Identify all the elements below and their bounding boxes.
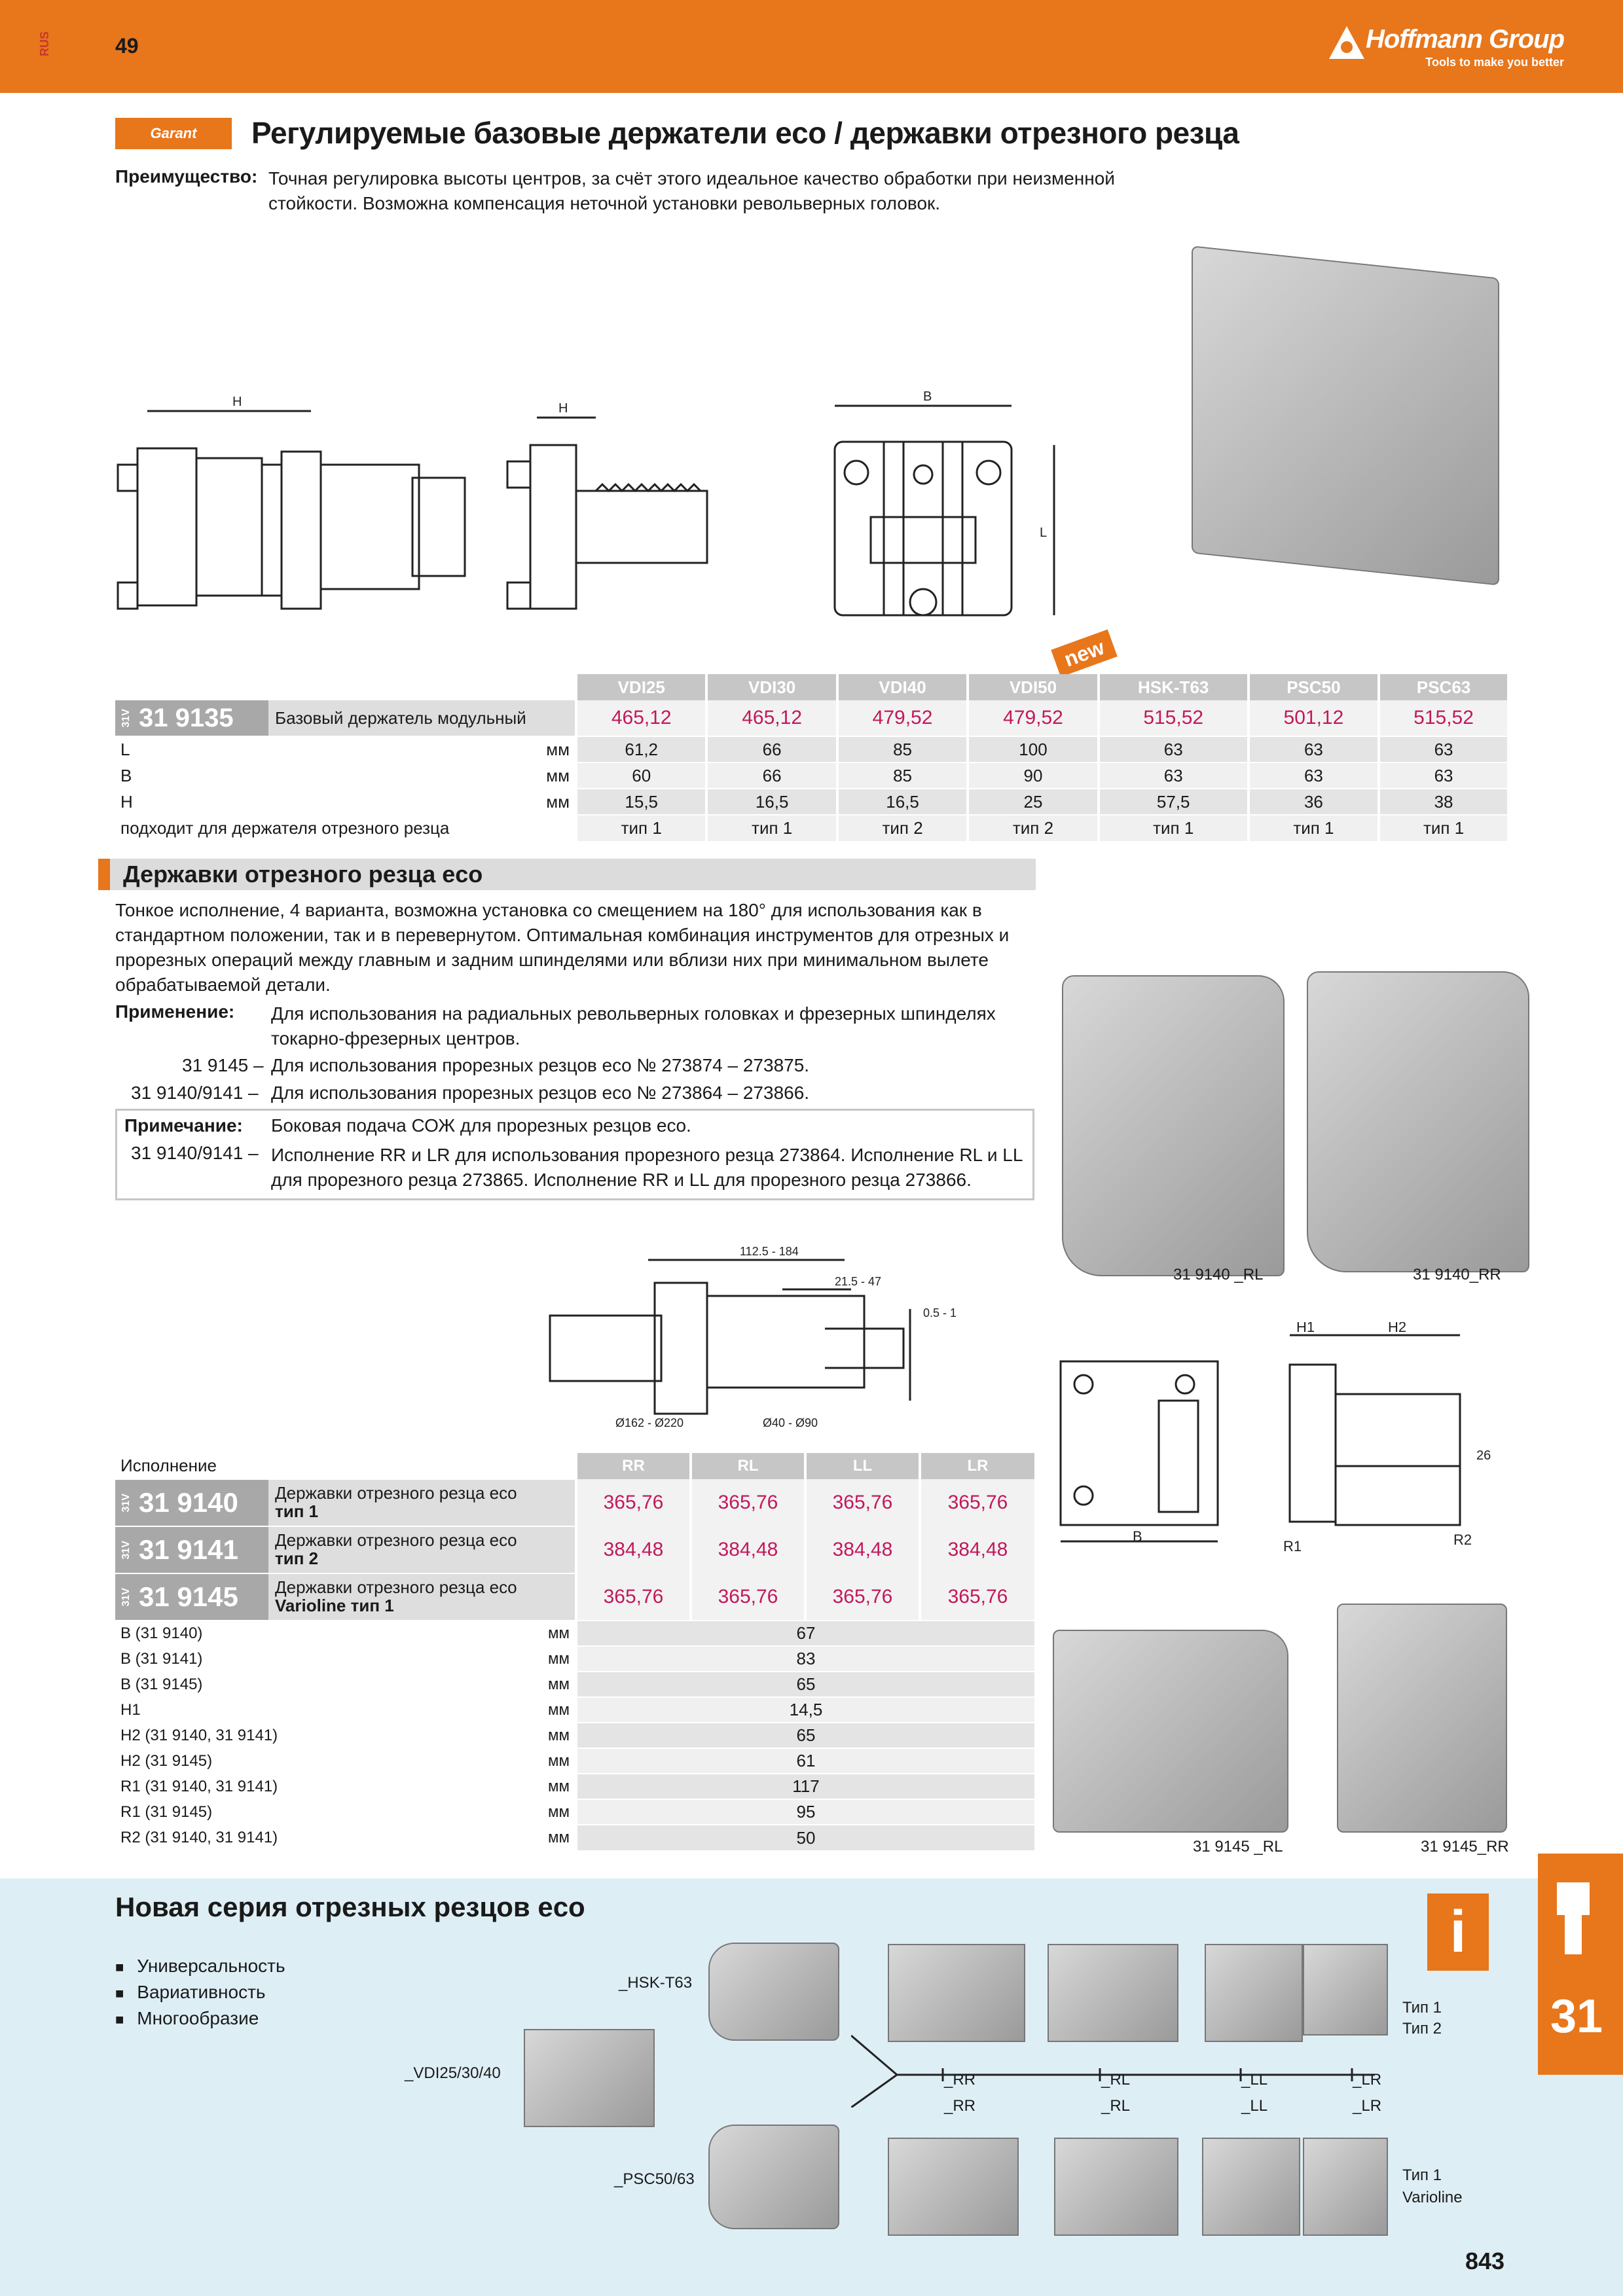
- variant-photo: [1048, 1944, 1178, 2042]
- table-cell: 66: [706, 736, 837, 762]
- table-cell: 14,5: [576, 1697, 1034, 1723]
- base-holder-table: [115, 674, 1507, 841]
- article-type: тип 1: [275, 1501, 319, 1521]
- table-cell: 95: [576, 1799, 1034, 1825]
- col-rr: RR: [576, 1453, 691, 1479]
- table-row: [115, 736, 1507, 762]
- technical-drawings-top: [111, 386, 1106, 661]
- article-number: [115, 1574, 268, 1620]
- row-unit: мм: [546, 765, 570, 785]
- table-cell: тип 1: [576, 815, 706, 841]
- article-name: [268, 1574, 575, 1620]
- table-cell: тип 1: [706, 815, 837, 841]
- col-rl: RL: [691, 1453, 805, 1479]
- price-cell: 384,48: [920, 1526, 1034, 1573]
- table-cell: тип 2: [837, 815, 968, 841]
- variant-photo: [1303, 1944, 1388, 2036]
- article-type: тип 2: [275, 1549, 319, 1568]
- col-psc50: PSC50: [1249, 674, 1379, 700]
- new-badge: new: [1051, 630, 1118, 677]
- price-cell: 515,52: [1099, 700, 1249, 736]
- row-unit: мм: [548, 1675, 570, 1693]
- price-cell: 384,48: [576, 1526, 691, 1573]
- table-row: [115, 1799, 1034, 1825]
- section-description: Тонкое исполнение, 4 варианта, возможна установка со смещением на 180° для использования как в стандартном положении, так и в перевернутом. Оптимальная комбинация инструментов для отрезных и прорезных операций между главным и задним шпинделями или вблизи них при минимальном вылете обрабатываемой детали.: [115, 900, 1010, 995]
- list-item: ■ Универсальность: [115, 1954, 285, 1980]
- row-unit: мм: [546, 791, 570, 812]
- row-label: B (31 9145): [120, 1675, 203, 1693]
- table-cell: 65: [576, 1723, 1034, 1748]
- dim-l-label: L: [1040, 526, 1048, 540]
- table-cell: 50: [576, 1825, 1034, 1850]
- price-cell: 365,76: [920, 1479, 1034, 1526]
- price-cell: 479,52: [968, 700, 1098, 736]
- base-holder-photo: [1192, 245, 1499, 585]
- price-cell: 365,76: [691, 1573, 805, 1621]
- row-unit: мм: [548, 1700, 570, 1719]
- table-cell: 60: [576, 762, 706, 789]
- table-cell: 65: [576, 1672, 1034, 1697]
- ref-text: Для использования прорезных резцов eco № 273874 – 273875.: [271, 1055, 810, 1075]
- article-row: [115, 1479, 1034, 1526]
- article-name-line: Державки отрезного резца eco: [275, 1577, 517, 1597]
- table-row: [115, 1774, 1034, 1799]
- row-label: R1 (31 9145): [120, 1803, 213, 1821]
- table-cell: 57,5: [1099, 789, 1249, 815]
- variant-photo: [1303, 2138, 1388, 2236]
- row-label: R2 (31 9140, 31 9141): [120, 1829, 278, 1846]
- row-unit: мм: [548, 1751, 570, 1770]
- table-cell: тип 2: [968, 815, 1098, 841]
- table-row: [115, 1697, 1034, 1723]
- table-cell: 63: [1099, 736, 1249, 762]
- photo-label: 31 9145 _RL: [1193, 1838, 1283, 1856]
- info-icon: i: [1427, 1893, 1489, 1971]
- brand-name: Hoffmann Group: [1365, 25, 1564, 54]
- variant-photo: [1205, 1944, 1303, 2042]
- dim-label: 21.5 - 47: [835, 1275, 882, 1288]
- type-label: Тип 1: [1402, 1999, 1442, 2017]
- psc-label: _PSC50/63: [614, 2170, 695, 2188]
- language-code: RUS: [38, 31, 51, 57]
- article-number: [115, 1527, 268, 1573]
- row-label: B (31 9140): [120, 1624, 203, 1642]
- price-cell: 365,76: [920, 1573, 1034, 1621]
- table-cell: 100: [968, 736, 1098, 762]
- hsk-holder-photo: [708, 1943, 839, 2041]
- brand-tagline: Tools to make you better: [1425, 56, 1564, 69]
- row-label: H: [120, 791, 133, 812]
- vdi-label: _VDI25/30/40: [405, 2064, 501, 2082]
- article-row: [115, 1526, 1034, 1573]
- table-cell: 85: [837, 736, 968, 762]
- table-cell: 63: [1249, 736, 1379, 762]
- variant-label: _RR: [944, 2071, 976, 2089]
- price-cell: 365,76: [805, 1573, 920, 1621]
- table-cell: 16,5: [706, 789, 837, 815]
- row-unit: мм: [546, 739, 570, 759]
- type-label: Varioline: [1402, 2189, 1463, 2206]
- tool-holder-icon: [1550, 1882, 1596, 1954]
- row-unit: мм: [548, 1829, 570, 1846]
- row-label: R1 (31 9140, 31 9141): [120, 1777, 278, 1795]
- article-name-line: Державки отрезного резца eco: [275, 1483, 517, 1503]
- variant-label: _LL: [1241, 2071, 1268, 2089]
- table-row: [115, 762, 1507, 789]
- article-code: 31 9141: [139, 1534, 238, 1565]
- article-prefix: 31V: [120, 1540, 132, 1560]
- band-title: Новая серия отрезных резцов eco: [115, 1892, 585, 1922]
- section-heading: Державки отрезного резца eco: [98, 859, 1036, 890]
- table-row: [115, 1646, 1034, 1672]
- row-label: B (31 9141): [120, 1649, 203, 1668]
- photo-label: 31 9140_RR: [1413, 1266, 1501, 1283]
- row-unit: мм: [548, 1777, 570, 1795]
- article-prefix: 31V: [120, 708, 132, 728]
- list-item: ■ Вариативность: [115, 1980, 285, 2006]
- article-type: Varioline тип 1: [275, 1596, 394, 1615]
- row-label: H2 (31 9145): [120, 1751, 213, 1770]
- row-label: B: [120, 765, 132, 785]
- price-cell: 365,76: [691, 1479, 805, 1526]
- dim-h1-label: H: [232, 395, 242, 409]
- dim-label: Ø40 - Ø90: [763, 1416, 818, 1429]
- dim-b-label: B: [923, 389, 932, 404]
- advantage-label: Преимущество:: [115, 166, 258, 187]
- article-name: [268, 1527, 575, 1573]
- row-label: H1: [120, 1700, 141, 1719]
- variant-label: _RL: [1101, 2071, 1131, 2089]
- price-cell: 384,48: [805, 1526, 920, 1573]
- row-label: H2 (31 9140, 31 9141): [120, 1726, 278, 1744]
- list-item: ■ Многообразие: [115, 2006, 285, 2032]
- col-hsk-t63: HSK-T63: [1099, 674, 1249, 700]
- hsk-label: _HSK-T63: [619, 1974, 693, 1992]
- page-number-bottom: 843: [1465, 2248, 1505, 2274]
- ref-code: 31 9140/9141 –: [131, 1083, 259, 1103]
- col-vdi40: VDI40: [837, 674, 968, 700]
- brand-block: [1366, 25, 1564, 69]
- table-row: [115, 789, 1507, 815]
- article-number: [115, 700, 268, 736]
- article-number: [115, 1480, 268, 1526]
- ref-text: Для использования прорезных резцов eco № 273864 – 273866.: [271, 1083, 810, 1103]
- cutoff-holder-drawing: [537, 1244, 995, 1440]
- table-cell: 63: [1379, 736, 1507, 762]
- price-cell: 515,52: [1379, 700, 1507, 736]
- note-code: 31 9140/9141 –: [131, 1143, 259, 1163]
- price-cell: 365,76: [805, 1479, 920, 1526]
- article-code: 31 9145: [139, 1581, 238, 1612]
- variant-label: _RL: [1101, 2097, 1131, 2115]
- row-unit: мм: [548, 1649, 570, 1668]
- dim-label: 0.5 - 1: [923, 1306, 957, 1319]
- row-label: L: [120, 739, 130, 759]
- dim-label: R2: [1453, 1532, 1472, 1548]
- col-ll: LL: [805, 1453, 920, 1479]
- table-cell: 61,2: [576, 736, 706, 762]
- table-cell: 63: [1379, 762, 1507, 789]
- col-vdi30: VDI30: [706, 674, 837, 700]
- variant-photo: [888, 1944, 1025, 2042]
- price-cell: 465,12: [576, 700, 706, 736]
- note-text: Исполнение RR и LR для использования прорезного резца 273864. Исполнение RL и LL для прорезного резца 273865. Исполнение RR и LL для прорезного резца 273866.: [271, 1145, 1023, 1190]
- table-cell: 36: [1249, 789, 1379, 815]
- feature-list: [115, 1954, 285, 2032]
- table-row: [115, 1825, 1034, 1850]
- dim-label: H2: [1388, 1322, 1407, 1335]
- table-cell: 38: [1379, 789, 1507, 815]
- row-unit: мм: [548, 1624, 570, 1642]
- article-code: 31 9140: [139, 1487, 238, 1518]
- dim-h2-label: H: [558, 401, 568, 416]
- article-name: Базовый держатель модульный: [268, 700, 575, 736]
- table-cell: 67: [576, 1621, 1034, 1646]
- price-cell: 501,12: [1249, 700, 1379, 736]
- table-cell: 25: [968, 789, 1098, 815]
- table-cell: тип 1: [1099, 815, 1249, 841]
- table-cell: 66: [706, 762, 837, 789]
- article-code: 31 9135: [139, 703, 234, 732]
- table-cell: 90: [968, 762, 1098, 789]
- variant-label: _LR: [1353, 2097, 1382, 2115]
- photo-label: 31 9140 _RL: [1173, 1266, 1264, 1283]
- hoffmann-logo-icon: [1329, 26, 1364, 59]
- dim-label: 112.5 - 184: [740, 1245, 799, 1258]
- psc-holder-photo: [708, 2125, 839, 2229]
- chapter-number: 31: [1550, 1990, 1603, 2043]
- type-label: Тип 2: [1402, 2020, 1442, 2037]
- table-cell: 15,5: [576, 789, 706, 815]
- variant-photo: [1202, 2138, 1300, 2236]
- col-vdi50: VDI50: [968, 674, 1098, 700]
- price-cell: 365,76: [576, 1479, 691, 1526]
- advantage-text: Точная регулировка высоты центров, за счёт этого идеальное качество обработки при неизменной стойкости. Возможна компенсация неточной установки револьверных головок.: [268, 168, 1115, 213]
- table-cell: тип 1: [1249, 815, 1379, 841]
- variant-photo: [888, 2138, 1019, 2236]
- article-name-line: Державки отрезного резца eco: [275, 1530, 517, 1550]
- variant-label: _RR: [944, 2097, 976, 2115]
- variant-header-label: Исполнение: [120, 1456, 217, 1475]
- article-prefix: 31V: [120, 1587, 132, 1607]
- dim-label: 26: [1476, 1448, 1491, 1463]
- table-row: [115, 1672, 1034, 1697]
- table-cell: 16,5: [837, 789, 968, 815]
- note-text: Боковая подача СОЖ для прорезных резцов eco.: [271, 1115, 691, 1136]
- table-row: [115, 1748, 1034, 1774]
- page-number-top: 49: [115, 34, 139, 58]
- application-label: Применение:: [115, 1001, 235, 1022]
- ref-code: 31 9145 –: [182, 1055, 264, 1075]
- page-title: Регулируемые базовые держатели eco / державки отрезного резца: [251, 116, 1239, 150]
- photo-label: 31 9145_RR: [1421, 1838, 1509, 1856]
- variant-photo: [1054, 2138, 1178, 2236]
- vdi-holder-photo: [524, 2029, 655, 2127]
- price-cell: 465,12: [706, 700, 837, 736]
- table-cell: 117: [576, 1774, 1034, 1799]
- dim-label: B: [1133, 1528, 1142, 1545]
- holder-photo-9145-rr: [1337, 1604, 1507, 1833]
- table-row: [115, 815, 1507, 841]
- garant-logo: Garant: [115, 118, 232, 149]
- table-cell: 85: [837, 762, 968, 789]
- col-psc63: PSC63: [1379, 674, 1507, 700]
- table-cell: 61: [576, 1748, 1034, 1774]
- table-row: [115, 1723, 1034, 1748]
- variant-label: _LR: [1353, 2071, 1382, 2089]
- price-cell: 479,52: [837, 700, 968, 736]
- dimension-drawing: [1054, 1322, 1512, 1564]
- dim-label: R1: [1283, 1538, 1302, 1554]
- dim-label: Ø162 - Ø220: [615, 1416, 684, 1429]
- type-label: Тип 1: [1402, 2166, 1442, 2184]
- note-label: Примечание:: [124, 1115, 243, 1136]
- article-name: [268, 1480, 575, 1526]
- dim-label: H1: [1296, 1322, 1315, 1335]
- table-cell: 83: [576, 1646, 1034, 1672]
- table-cell: 63: [1099, 762, 1249, 789]
- cutoff-holder-table: [115, 1453, 1034, 1850]
- article-row: [115, 1573, 1034, 1621]
- holder-photo-rl: [1062, 975, 1285, 1276]
- col-vdi25: VDI25: [576, 674, 706, 700]
- col-lr: LR: [920, 1453, 1034, 1479]
- price-cell: 365,76: [576, 1573, 691, 1621]
- holder-photo-rr: [1307, 971, 1529, 1272]
- article-prefix: 31V: [120, 1493, 132, 1513]
- application-text: Для использования на радиальных револьверных головках и фрезерных шпинделях токарно-фрезерных центров.: [271, 1003, 996, 1049]
- variant-label: _LL: [1241, 2097, 1268, 2115]
- table-row: [115, 1621, 1034, 1646]
- holder-photo-9145-rl: [1053, 1630, 1288, 1833]
- table-cell: 63: [1249, 762, 1379, 789]
- price-cell: 384,48: [691, 1526, 805, 1573]
- row-label: подходит для держателя отрезного резца: [120, 818, 450, 838]
- row-unit: мм: [548, 1726, 570, 1744]
- row-unit: мм: [548, 1803, 570, 1821]
- table-cell: тип 1: [1379, 815, 1507, 841]
